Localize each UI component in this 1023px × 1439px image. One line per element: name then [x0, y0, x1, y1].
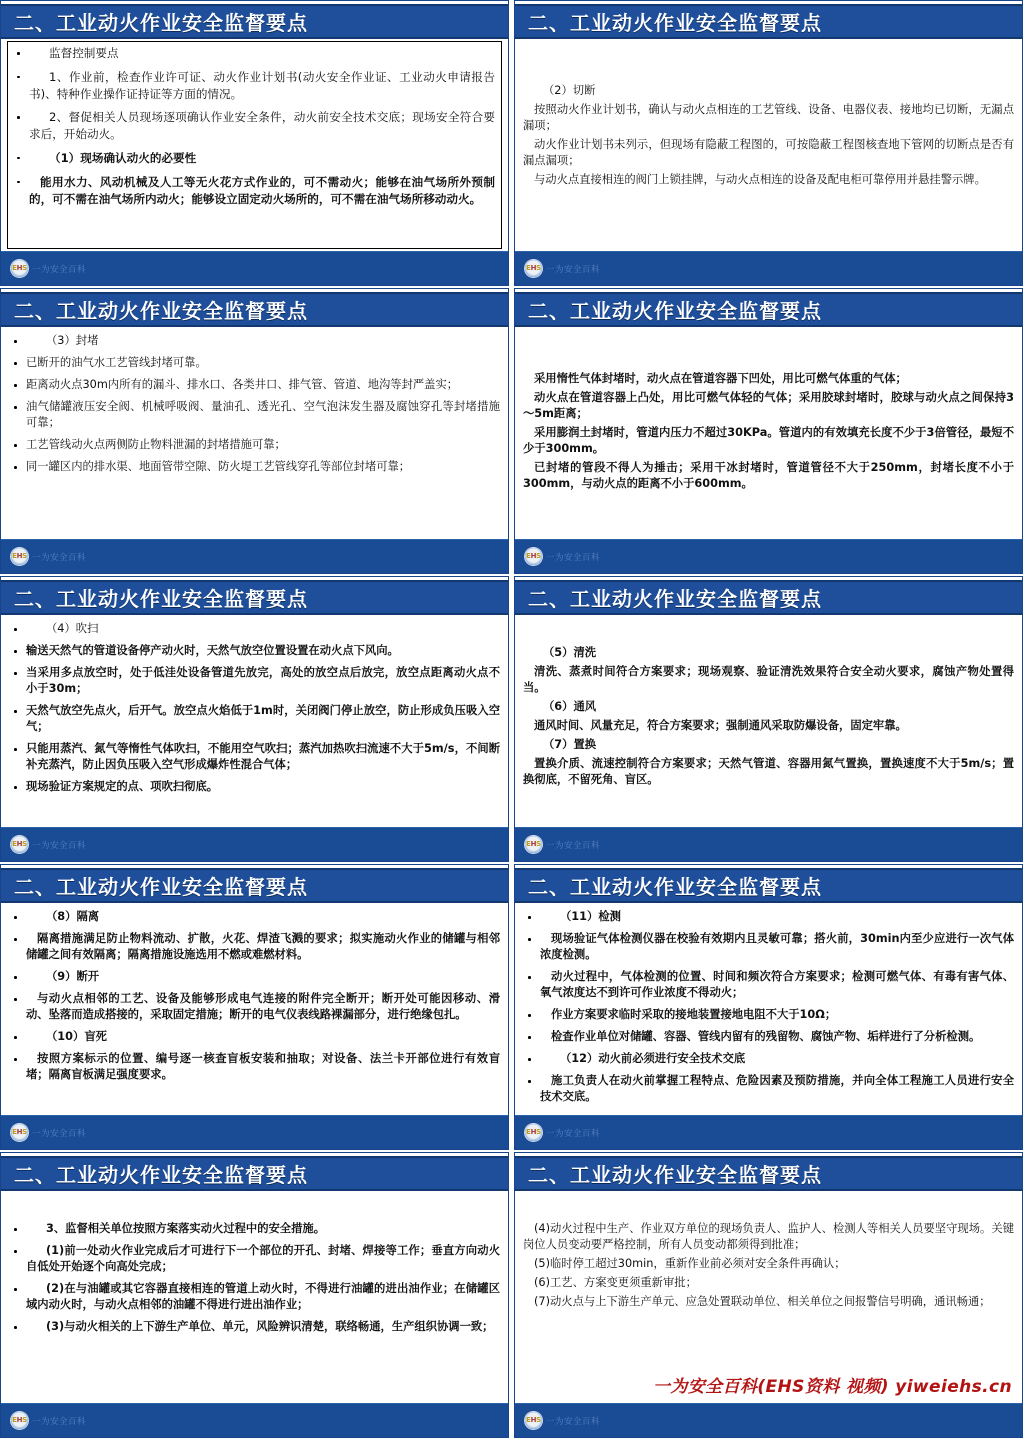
- bullet-item: 1、作业前，检查作业许可证、动火作业计划书(动火安全作业证、工业动火申请报告书)、特种作业操作证持证等方面的情况。: [12, 69, 495, 103]
- slide-content: [7, 41, 502, 249]
- slide-title-text: 二、工业动火作业安全监督要点: [528, 875, 822, 899]
- paragraph: (6)工艺、方案变更须重新审批；: [534, 1276, 697, 1290]
- ehs-logo-icon: [525, 260, 542, 277]
- slide-title-bar: [515, 580, 1022, 615]
- ehs-logo-icon: [525, 548, 542, 565]
- ehs-logo-icon: [525, 836, 542, 853]
- bullet-item: 动火过程中，气体检测的位置、时间和频次符合方案要求；检测可燃气体、有毒有害气体、氧气浓度达不到许可作业浓度不得动火；: [523, 969, 1014, 1001]
- bullet-item: （4）吹扫: [9, 621, 500, 637]
- paragraph: 动火点在管道容器上凸处，用比可燃气体轻的气体；采用胶球封堵时，胶球与动火点之间保持3～5m距离；: [523, 391, 1014, 421]
- slide-title-text: 二、工业动火作业安全监督要点: [528, 1163, 822, 1187]
- bullet-item: 作业方案要求临时采取的接地装置接地电阻不大于10Ω；: [523, 1007, 1014, 1023]
- paragraph: 采用膨润土封堵时，管道内压力不超过30KPa。管道内的有效填充长度不少于3倍管径，最短不少于300mm。: [523, 426, 1014, 456]
- slide-title-bar: [515, 4, 1022, 39]
- slide-title-text: 二、工业动火作业安全监督要点: [14, 1163, 308, 1187]
- slide-content-inner: [9, 333, 500, 475]
- footer-logo: [11, 1124, 86, 1141]
- slide: [0, 288, 509, 574]
- slide-title-bar: [1, 1156, 508, 1191]
- footer-logo-label: 一为安全百科: [32, 552, 87, 563]
- footer-logo-label: 一为安全百科: [32, 1416, 87, 1427]
- footer-logo: [11, 836, 86, 853]
- footer-logo-label: 一为安全百科: [32, 1128, 87, 1139]
- slide-content-inner: [523, 1221, 1014, 1310]
- slide: [0, 0, 509, 286]
- bullet-item: 能用水力、风动机械及人工等无火花方式作业的，可不需动火；能够在油气场所外预制的，可不需在油气场所内动火；能够设立固定动火场所的，可不需在油气场所移动动火。: [12, 174, 495, 208]
- slide-footer-bar: [1, 1115, 508, 1149]
- bullet-item: 油气储罐液压安全阀、机械呼吸阀、量油孔、透光孔、空气泡沫发生器及腐蚀穿孔等封堵措施可靠；: [9, 399, 500, 431]
- ehs-logo-text: EHS: [526, 840, 541, 848]
- slide-footer-bar: [515, 1403, 1022, 1437]
- bullet-list: [9, 333, 500, 475]
- bullet-item: 输送天然气的管道设备停产动火时，天然气放空位置设置在动火点下风向。: [9, 643, 500, 659]
- ehs-logo-icon: [11, 1124, 28, 1141]
- slide-footer-bar: [1, 539, 508, 573]
- ehs-logo-text: EHS: [526, 1128, 541, 1136]
- ehs-logo-text: EHS: [12, 1128, 27, 1136]
- ehs-logo-text: EHS: [526, 264, 541, 272]
- slide-title-text: 二、工业动火作业安全监督要点: [14, 299, 308, 323]
- slide: [514, 864, 1023, 1150]
- slide-content: [515, 41, 1022, 251]
- bullet-item: 监督控制要点: [12, 45, 495, 62]
- slide-title-bar: [1, 4, 508, 39]
- slide-content: [1, 329, 508, 539]
- footer-logo-label: 一为安全百科: [546, 264, 601, 275]
- slide-content-inner: [523, 909, 1014, 1105]
- bullet-item: 同一罐区内的排水渠、地面管带空隙、防火堤工艺管线穿孔等部位封堵可靠；: [9, 459, 500, 475]
- bullet-item: （11）检测: [523, 909, 1014, 925]
- bullet-item: 施工负责人在动火前掌握工程特点、危险因素及预防措施，并向全体工程施工人员进行安全技术交底。: [523, 1073, 1014, 1105]
- bullet-item: 3、监督相关单位按照方案落实动火过程中的安全措施。: [9, 1221, 500, 1237]
- slide-content-inner: [9, 621, 500, 795]
- ehs-logo-icon: [11, 836, 28, 853]
- paragraph: （2）切断: [543, 84, 596, 97]
- footer-logo: [525, 1124, 600, 1141]
- slide-content-inner: [523, 83, 1014, 188]
- bullet-item: 天然气放空先点火，后开气。放空点火焰低于1m时，关闭阀门停止放空，防止形成负压吸入空气；: [9, 703, 500, 735]
- slide-title-text: 二、工业动火作业安全监督要点: [14, 875, 308, 899]
- paragraph: （7）置换: [543, 738, 597, 752]
- slide-title-text: 二、工业动火作业安全监督要点: [528, 11, 822, 35]
- bullet-item: （12）动火前必须进行安全技术交底: [523, 1051, 1014, 1067]
- ehs-logo-icon: [11, 548, 28, 565]
- paragraph: 置换介质、流速控制符合方案要求；天然气管道、容器用氮气置换，置换速度不大于5m/s；置换彻底，不留死角、盲区。: [523, 757, 1014, 787]
- paragraph: 动火作业计划书未列示，但现场有隐蔽工程图的，可按隐蔽工程图核查地下管网的切断点是否有漏点漏项；: [523, 138, 1014, 168]
- ehs-logo-icon: [525, 1124, 542, 1141]
- footer-logo-label: 一为安全百科: [546, 1416, 601, 1427]
- slide-content: [515, 329, 1022, 539]
- bullet-item: (2)在与油罐或其它容器直接相连的管道上动火时，不得进行油罐的进出油作业；在储罐区域内动火时，与动火点相邻的油罐不得进行进出油作业；: [9, 1281, 500, 1313]
- ehs-logo-icon: [11, 260, 28, 277]
- ehs-logo-icon: [525, 1412, 542, 1429]
- slide: [514, 0, 1023, 286]
- ehs-logo-text: EHS: [12, 552, 27, 560]
- footer-logo: [11, 260, 86, 277]
- slide-title-bar: [515, 868, 1022, 903]
- bullet-list: [12, 45, 495, 207]
- paragraph: (7)动火点与上下游生产单元、应急处置联动单位、相关单位之间报警信号明确，通讯畅通；: [534, 1295, 991, 1309]
- slide-content-inner: [9, 1221, 500, 1335]
- bullet-item: （10）盲死: [9, 1029, 500, 1045]
- footer-logo: [525, 1412, 600, 1429]
- paragraph: （5）清洗: [543, 646, 597, 659]
- slide-content: [1, 905, 508, 1115]
- ehs-logo-text: EHS: [12, 264, 27, 272]
- bullet-item: 只能用蒸汽、氮气等惰性气体吹扫，不能用空气吹扫；蒸汽加热吹扫流速不大于5m/s，不间断补充蒸汽，防止因负压吸入空气形成爆炸性混合气体；: [9, 741, 500, 773]
- slide: [0, 864, 509, 1150]
- slide: [514, 1152, 1023, 1438]
- slide-content: [515, 617, 1022, 827]
- paragraph: (5)临时停工超过30min，重新作业前必须对安全条件再确认；: [534, 1257, 846, 1271]
- slide: [514, 288, 1023, 574]
- ehs-logo-text: EHS: [12, 1416, 27, 1424]
- site-watermark: 一为安全百科(EHS资料 视频) yiweiehs.cn: [652, 1377, 1012, 1397]
- slide-content-inner: [523, 371, 1014, 492]
- ehs-logo-text: EHS: [526, 552, 541, 560]
- slide-title-text: 二、工业动火作业安全监督要点: [14, 587, 308, 611]
- paragraph: 通风时间、风量充足，符合方案要求；强制通风采取防爆设备，固定牢靠。: [534, 719, 907, 733]
- bullet-item: （9）断开: [9, 969, 500, 985]
- bullet-item: （3）封堵: [9, 333, 500, 349]
- slide-title-text: 二、工业动火作业安全监督要点: [528, 299, 822, 323]
- bullet-list: [9, 1221, 500, 1335]
- bullet-list: [9, 909, 500, 1083]
- footer-logo-label: 一为安全百科: [546, 552, 601, 563]
- slide-title-text: 二、工业动火作业安全监督要点: [14, 11, 308, 35]
- slide-content: [515, 905, 1022, 1115]
- bullet-list: [9, 621, 500, 795]
- slide-footer-bar: [515, 827, 1022, 861]
- slide-title-bar: [1, 580, 508, 615]
- bullet-item: 当采用多点放空时，处于低洼处设备管道先放完，高处的放空点后放完，放空点距离动火点不小于30m；: [9, 665, 500, 697]
- footer-logo: [525, 260, 600, 277]
- bullet-item: (1)前一处动火作业完成后才可进行下一个部位的开孔、封堵、焊接等工作；垂直方向动火自低处开始逐个向高处完成；: [9, 1243, 500, 1275]
- slide: [0, 576, 509, 862]
- ehs-logo-text: EHS: [526, 1416, 541, 1424]
- footer-logo-label: 一为安全百科: [32, 264, 87, 275]
- paragraph: 按照动火作业计划书，确认与动火点相连的工艺管线、设备、电器仪表、接地均已切断，无漏点漏项；: [523, 103, 1014, 133]
- bullet-item: (3)与动火相关的上下游生产单位、单元，风险辨识清楚，联络畅通，生产组织协调一致；: [9, 1319, 500, 1335]
- slide-content-inner: [12, 45, 495, 207]
- bullet-item: （8）隔离: [9, 909, 500, 925]
- slide-title-text: 二、工业动火作业安全监督要点: [528, 587, 822, 611]
- paragraph: 采用惰性气体封堵时，动火点在管道容器下凹处，用比可燃气体重的气体；: [534, 372, 907, 385]
- footer-logo-label: 一为安全百科: [32, 840, 87, 851]
- slide-footer-bar: [515, 539, 1022, 573]
- slide-title-bar: [515, 292, 1022, 327]
- slide-content-inner: [523, 645, 1014, 788]
- footer-logo-label: 一为安全百科: [546, 1128, 601, 1139]
- footer-logo: [11, 548, 86, 565]
- slide-footer-bar: [1, 827, 508, 861]
- bullet-item: 2、督促相关人员现场逐项确认作业安全条件，动火前安全技术交底；现场安全符合要求后，开始动火。: [12, 109, 495, 143]
- bullet-item: 按照方案标示的位置、编号逐一核查盲板安装和抽取；对设备、法兰卡开部位进行有效盲堵；隔离盲板满足强度要求。: [9, 1051, 500, 1083]
- bullet-item: 隔离措施满足防止物料流动、扩散，火花、焊渣飞溅的要求；拟实施动火作业的储罐与相邻储罐之间有效隔离；隔离措施设施选用不燃或难燃材料。: [9, 931, 500, 963]
- paragraph: 清洗、蒸煮时间符合方案要求；现场观察、验证清洗效果符合安全动火要求，腐蚀产物处置得当。: [523, 665, 1014, 695]
- slide-footer-bar: [515, 251, 1022, 285]
- slide-footer-bar: [515, 1115, 1022, 1149]
- bullet-item: （1）现场确认动火的必要性: [12, 150, 495, 167]
- bullet-item: 现场验证气体检测仪器在校验有效期内且灵敏可靠；搭火前，30min内至少应进行一次气体浓度检测。: [523, 931, 1014, 963]
- slide-content-inner: [9, 909, 500, 1083]
- slide-footer-bar: [1, 251, 508, 285]
- slide-title-bar: [1, 292, 508, 327]
- slide: [514, 576, 1023, 862]
- bullet-item: 工艺管线动火点两侧防止物料泄漏的封堵措施可靠；: [9, 437, 500, 453]
- paragraph: （6）通风: [543, 700, 597, 714]
- slide-content: [1, 617, 508, 827]
- bullet-item: 与动火点相邻的工艺、设备及能够形成电气连接的附件完全断开；断开处可能因移动、滑动、坠落而造成搭接的，采取固定措施；断开的电气仪表线路裸漏部分，进行绝缘包扎。: [9, 991, 500, 1023]
- slide: [0, 1152, 509, 1438]
- bullet-item: 已断开的油气水工艺管线封堵可靠。: [9, 355, 500, 371]
- footer-logo: [525, 548, 600, 565]
- bullet-list: [523, 909, 1014, 1105]
- footer-logo: [525, 836, 600, 853]
- slide-title-bar: [515, 1156, 1022, 1191]
- footer-logo-label: 一为安全百科: [546, 840, 601, 851]
- bullet-item: 检查作业单位对储罐、容器、管线内留有的残留物、腐蚀产物、垢样进行了分析检测。: [523, 1029, 1014, 1045]
- slide-footer-bar: [1, 1403, 508, 1437]
- ehs-logo-text: EHS: [12, 840, 27, 848]
- bullet-item: 现场验证方案规定的点、项吹扫彻底。: [9, 779, 500, 795]
- slide-content: [1, 1193, 508, 1403]
- paragraph: 已封堵的管段不得人为捶击；采用干冰封堵时，管道管径不大于250mm，封堵长度不小于300mm，与动火点的距离不小于600mm。: [523, 461, 1014, 491]
- paragraph: 与动火点直接相连的阀门上锁挂牌，与动火点相连的设备及配电柜可靠停用并悬挂警示牌。: [534, 173, 986, 187]
- ehs-logo-icon: [11, 1412, 28, 1429]
- footer-logo: [11, 1412, 86, 1429]
- slide-title-bar: [1, 868, 508, 903]
- paragraph: (4)动火过程中生产、作业双方单位的现场负责人、监护人、检测人等相关人员要坚守现场。关键岗位人员变动要严格控制，所有人员变动都须得到批准；: [523, 1222, 1014, 1252]
- bullet-item: 距离动火点30m内所有的漏斗、排水口、各类井口、排气管、管道、地沟等封严盖实；: [9, 377, 500, 393]
